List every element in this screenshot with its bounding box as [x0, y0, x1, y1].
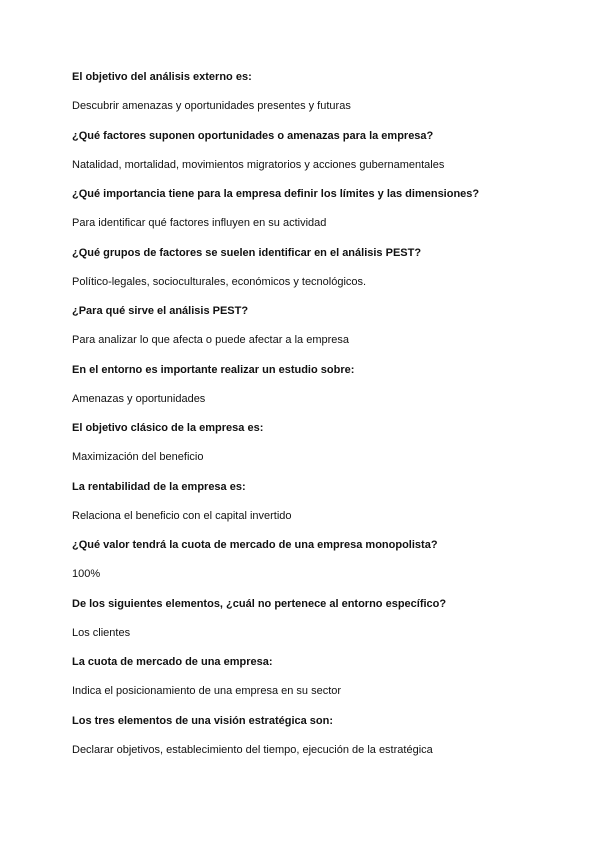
qa-item	[72, 480, 572, 539]
qa-item	[72, 363, 572, 422]
question-text: De los siguientes elementos, ¿cuál no pertenece al entorno específico?	[72, 597, 447, 610]
answer-text: Político-legales, socioculturales, económicos y tecnológicos.	[72, 275, 367, 288]
qa-item	[72, 187, 572, 246]
qa-item	[72, 538, 572, 597]
qa-item	[72, 246, 572, 305]
question-text: ¿Para qué sirve el análisis PEST?	[72, 305, 249, 317]
answer-text: Relaciona el beneficio con el capital invertido	[72, 509, 292, 522]
question-text: En el entorno es importante realizar un estudio sobre:	[72, 363, 355, 376]
question-text: ¿Qué grupos de factores se suelen identificar en el análisis PEST?	[72, 246, 422, 259]
answer-text: Para identificar qué factores influyen en su actividad	[72, 217, 327, 229]
question-text: La cuota de mercado de una empresa:	[72, 656, 273, 668]
question-text: El objetivo clásico de la empresa es:	[72, 422, 264, 434]
qa-list	[72, 70, 572, 772]
qa-item	[72, 597, 572, 656]
question-text: ¿Qué factores suponen oportunidades o amenazas para la empresa?	[72, 129, 434, 142]
question-text: El objetivo del análisis externo es:	[72, 71, 252, 83]
answer-text: 100%	[72, 568, 101, 580]
question-text: La rentabilidad de la empresa es:	[72, 480, 246, 493]
qa-item	[72, 655, 572, 714]
qa-item	[72, 129, 572, 188]
question-text: ¿Qué importancia tiene para la empresa definir los límites y las dimensiones?	[72, 188, 480, 200]
question-text: Los tres elementos de una visión estratégica son:	[72, 714, 334, 727]
answer-text: Los clientes	[72, 626, 131, 639]
qa-item	[72, 714, 572, 773]
qa-item	[72, 421, 572, 480]
answer-text: Natalidad, mortalidad, movimientos migratorios y acciones gubernamentales	[72, 158, 445, 171]
question-text: ¿Qué valor tendrá la cuota de mercado de una empresa monopolista?	[72, 539, 438, 551]
qa-item	[72, 304, 572, 363]
qa-item	[72, 70, 572, 129]
answer-text: Maximización del beneficio	[72, 451, 204, 463]
answer-text: Descubrir amenazas y oportunidades presentes y futuras	[72, 100, 351, 112]
answer-text: Indica el posicionamiento de una empresa en su sector	[72, 685, 342, 697]
answer-text: Declarar objetivos, establecimiento del tiempo, ejecución de la estratégica	[72, 743, 433, 756]
answer-text: Para analizar lo que afecta o puede afectar a la empresa	[72, 334, 350, 346]
answer-text: Amenazas y oportunidades	[72, 392, 206, 405]
